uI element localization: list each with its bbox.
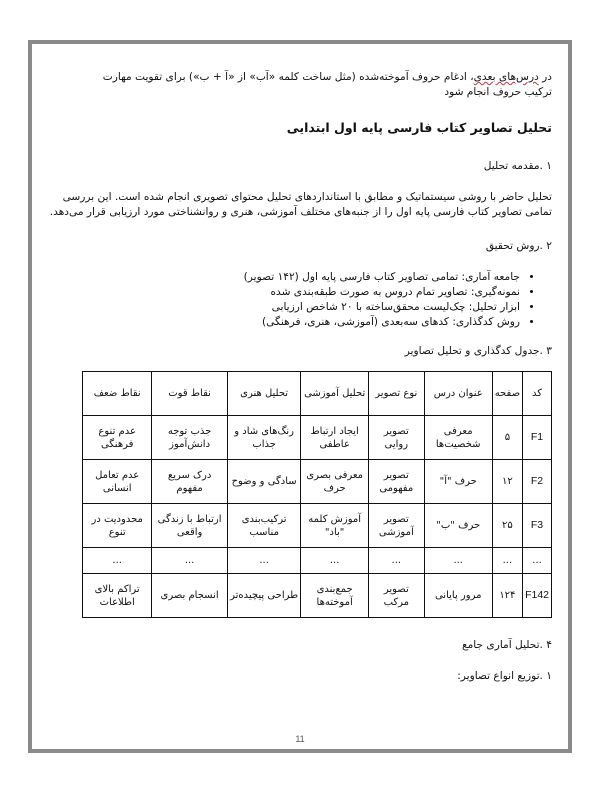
- table-cell: ...: [424, 548, 492, 574]
- table-cell: تصویر مفهومی: [368, 460, 424, 504]
- table-row: [83, 460, 552, 504]
- document-title: تحلیل تصاویر کتاب فارسی پایه اول ابتدایی: [286, 120, 552, 135]
- table-row: [83, 416, 552, 460]
- method-item: • ابزار تحلیل: چک‌لیست محقق‌ساخته با ۲۰ شاخص ارزیابی: [46, 300, 520, 315]
- table-cell: ترکیب‌بندی مناسب: [227, 504, 301, 548]
- document-body: [46, 70, 552, 684]
- method-item: • جامعه آماری: تمامی تصاویر کتاب فارسی پایه اول (۱۴۲ تصویر): [46, 270, 520, 285]
- table-cell: تصویر روایی: [368, 416, 424, 460]
- coding-table: [82, 371, 552, 618]
- table-cell: معرفی شخصیت‌ها: [424, 416, 492, 460]
- table-cell: ۱۲: [492, 460, 522, 504]
- table-cell: درک سریع مفهوم: [152, 460, 227, 504]
- header-weaknesses: نقاط ضعف: [83, 372, 152, 416]
- table-cell: تصویر مرکب: [368, 574, 424, 618]
- table-cell: ...: [83, 548, 152, 574]
- section-4-1-heading: ۱ .توزیع انواع تصاویر:: [457, 670, 552, 682]
- header-page: صفحه: [492, 372, 522, 416]
- intro-line-1: [46, 70, 552, 85]
- table-cell: ایجاد ارتباط عاطفی: [301, 416, 368, 460]
- table-cell: ...: [523, 548, 552, 574]
- header-educational-analysis: تحلیل آموزشی: [301, 372, 368, 416]
- table-cell: ...: [368, 548, 424, 574]
- table-cell: تصویر آموزشی: [368, 504, 424, 548]
- table-cell: ...: [227, 548, 301, 574]
- table-cell: محدودیت در تنوع: [83, 504, 152, 548]
- table-cell: F3: [523, 504, 552, 548]
- table-cell: F2: [523, 460, 552, 504]
- method-list: [46, 270, 552, 330]
- table-cell: ارتباط با زندگی واقعی: [152, 504, 227, 548]
- table-cell: جذب توجه دانش‌آموز: [152, 416, 227, 460]
- table-cell: تراکم بالای اطلاعات: [83, 574, 152, 618]
- table-cell: ۵: [492, 416, 522, 460]
- table-cell: عدم تنوع فرهنگی: [83, 416, 152, 460]
- table-row-ellipsis: [83, 548, 552, 574]
- intro-line-1-start: در: [538, 71, 552, 83]
- table-cell: مرور پایانی: [424, 574, 492, 618]
- table-cell: رنگ‌های شاد و جذاب: [227, 416, 301, 460]
- table-cell: حرف "آ": [424, 460, 492, 504]
- table-cell: F1: [523, 416, 552, 460]
- table-cell: ...: [152, 548, 227, 574]
- header-artistic-analysis: تحلیل هنری: [227, 372, 301, 416]
- header-code: کد: [523, 372, 552, 416]
- section-1-heading: ۱ .مقدمه تحلیل: [483, 160, 552, 172]
- intro-paragraph: [46, 70, 552, 100]
- section-4-heading: ۴ .تحلیل آماری جامع: [461, 639, 552, 651]
- section-1-body: تحلیل حاضر با روشی سیستماتیک و مطابق با استانداردهای تحلیل محتوای تصویری انجام شده است. این بررسی تمامی تصاویر کتاب فارسی پایه اول را از جنبه‌های مختلف آموزشی، هنری و روانشناختی مورد ارزیابی قرار می‌دهد.: [49, 191, 552, 218]
- table-cell: سادگی و وضوح: [227, 460, 301, 504]
- table-row: [83, 574, 552, 618]
- table-cell: ...: [492, 548, 522, 574]
- header-strengths: نقاط قوت: [152, 372, 227, 416]
- table-cell: معرفی بصری حرف: [301, 460, 368, 504]
- section-3-heading: ۳ .جدول کدگذاری و تحلیل تصاویر: [404, 345, 552, 357]
- table-cell: جمع‌بندی آموخته‌ها: [301, 574, 368, 618]
- table-header-row: [83, 372, 552, 416]
- table-cell: ...: [301, 548, 368, 574]
- header-lesson-title: عنوان درس: [424, 372, 492, 416]
- intro-line-1-end: ، ادغام حروف آموخته‌شده (مثل ساخت کلمه «آب» از «آ + ب») برای تقویت مهارت: [102, 71, 474, 83]
- spellcheck-underlined-word: درس‌های بعدی: [473, 71, 539, 83]
- section-2-heading: ۲ .روش تحقیق: [485, 240, 552, 252]
- table-cell: ۲۵: [492, 504, 522, 548]
- table-cell: ۱۲۴: [492, 574, 522, 618]
- table-cell: F142: [523, 574, 552, 618]
- method-item: • روش کدگذاری: کدهای سه‌بعدی (آموزشی، هنری، فرهنگی): [46, 315, 520, 330]
- method-item: • نمونه‌گیری: تصاویر تمام دروس به صورت طبقه‌بندی شده: [46, 285, 520, 300]
- intro-line-2: ترکیب حروف انجام شود: [444, 86, 552, 98]
- table-cell: انسجام بصری: [152, 574, 227, 618]
- page-number: 11: [295, 734, 305, 744]
- table-cell: طراحی پیچیده‌تر: [227, 574, 301, 618]
- table-cell: حرف "ب": [424, 504, 492, 548]
- table-cell: آموزش کلمه "باد": [301, 504, 368, 548]
- table-cell: عدم تعامل انسانی: [83, 460, 152, 504]
- table-row: [83, 504, 552, 548]
- header-image-type: نوع تصویر: [368, 372, 424, 416]
